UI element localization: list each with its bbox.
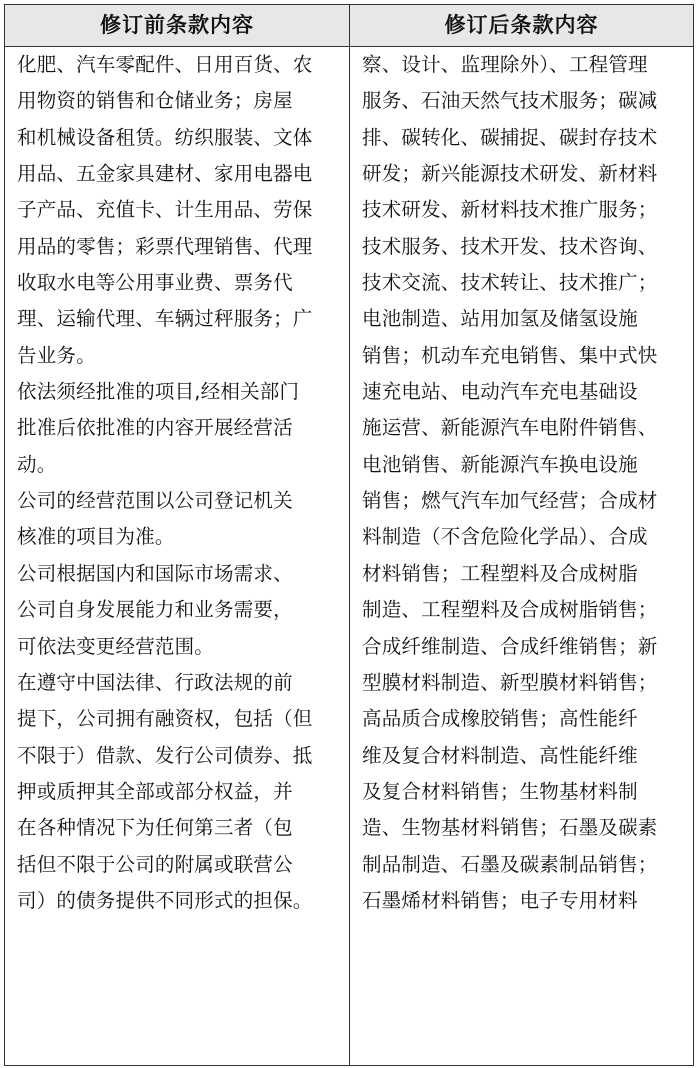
after-text-line: 察、设计、监理除外）、工程管理	[362, 53, 648, 76]
after-text-line: 速充电站、电动汽车充电基础设	[362, 380, 638, 404]
before-text-line: 依法须经批准的项目,经相关部门	[17, 380, 300, 404]
before-text-line: 提下，公司拥有融资权，包括（但	[17, 707, 313, 731]
after-text-line: 施运营、新能源汽车电附件销售、	[362, 416, 658, 440]
header-after-revision: 修订后条款内容	[444, 13, 599, 37]
after-text-line: 电池销售、新能源汽车换电设施	[362, 452, 638, 476]
after-text-line: 维及复合材料制造、高性能纤维	[362, 743, 638, 767]
header-before-revision: 修订前条款内容	[100, 13, 254, 37]
after-text-line: 造、生物基材料销售；石墨及碳素	[362, 816, 658, 840]
after-text-line: 高品质合成橡胶销售；高性能纤	[362, 707, 638, 731]
before-text-line: 司）的债务提供不同形式的担保。	[17, 888, 313, 912]
before-revision-column	[17, 47, 345, 919]
after-text-line: 技术研发、新材料技术推广服务；	[362, 198, 658, 222]
after-text-line: 服务、石油天然气技术服务；碳减	[362, 89, 658, 113]
before-text-line: 公司的经营范围以公司登记机关	[17, 489, 293, 513]
before-text-line: 和机械设备租赁。纺织服装、文体	[17, 125, 313, 149]
column-divider	[349, 5, 350, 1065]
before-text-line: 批准后依批准的内容开展经营活	[17, 416, 293, 440]
before-text-line: 在各种情况下为任何第三者（包	[17, 816, 293, 840]
before-text-line: 动。	[17, 452, 57, 476]
after-text-line: 排、碳转化、碳捕捉、碳封存技术	[362, 125, 658, 149]
before-text-line: 收取水电等公用事业费、票务代	[17, 271, 293, 295]
before-text-line: 在遵守中国法律、行政法规的前	[17, 670, 293, 694]
after-text-line: 及复合材料销售；生物基材料制	[362, 779, 638, 803]
after-text-line: 技术交流、技术转让、技术推广；	[362, 271, 658, 295]
after-text-line: 电池制造、站用加氢及储氢设施	[362, 307, 638, 331]
before-text-line: 核准的项目为准。	[17, 525, 175, 549]
before-text-line: 不限于）借款、发行公司债券、抵	[17, 743, 313, 767]
before-text-line: 用品、五金家具建材、家用电器电	[17, 162, 313, 186]
after-text-line: 销售；机动车充电销售、集中式快	[362, 343, 658, 367]
before-text-line: 公司自身发展能力和业务需要，	[17, 598, 293, 622]
after-text-line: 销售；燃气汽车加气经营；合成材	[362, 489, 658, 513]
before-text-line: 括但不限于公司的附属或联营公	[17, 852, 293, 876]
after-text-line: 料制造（不含危险化学品）、合成	[362, 525, 648, 549]
before-text-line: 理、运输代理、车辆过秤服务；广	[17, 307, 313, 331]
before-text-line: 押或质押其全部或部分权益，并	[17, 779, 293, 803]
after-text-line: 型膜材料制造、新型膜材料销售；	[362, 670, 658, 694]
before-text-line: 用物资的销售和仓储业务；房屋	[17, 89, 293, 113]
after-text-line: 研发；新兴能源技术研发、新材料	[362, 162, 658, 186]
after-text-line: 材料销售；工程塑料及合成树脂	[362, 561, 638, 585]
after-revision-column	[362, 47, 690, 919]
before-text-line: 告业务。	[17, 343, 96, 367]
before-text-line: 子产品、充值卡、计生用品、劳保	[17, 198, 313, 222]
after-text-line: 技术服务、技术开发、技术咨询、	[362, 234, 658, 258]
revision-comparison-table	[4, 4, 694, 1066]
after-text-line: 制造、工程塑料及合成树脂销售；	[362, 598, 658, 622]
after-text-line: 石墨烯材料销售；电子专用材料	[362, 888, 638, 912]
before-text-line: 用品的零售；彩票代理销售、代理	[17, 234, 313, 258]
after-text-line: 制品制造、石墨及碳素制品销售；	[362, 852, 658, 876]
before-text-line: 化肥、汽车零配件、日用百货、农	[17, 53, 313, 76]
before-text-line: 公司根据国内和国际市场需求、	[17, 561, 293, 585]
before-text-line: 可依法变更经营范围。	[17, 634, 215, 658]
after-text-line: 合成纤维制造、合成纤维销售；新	[362, 634, 658, 658]
